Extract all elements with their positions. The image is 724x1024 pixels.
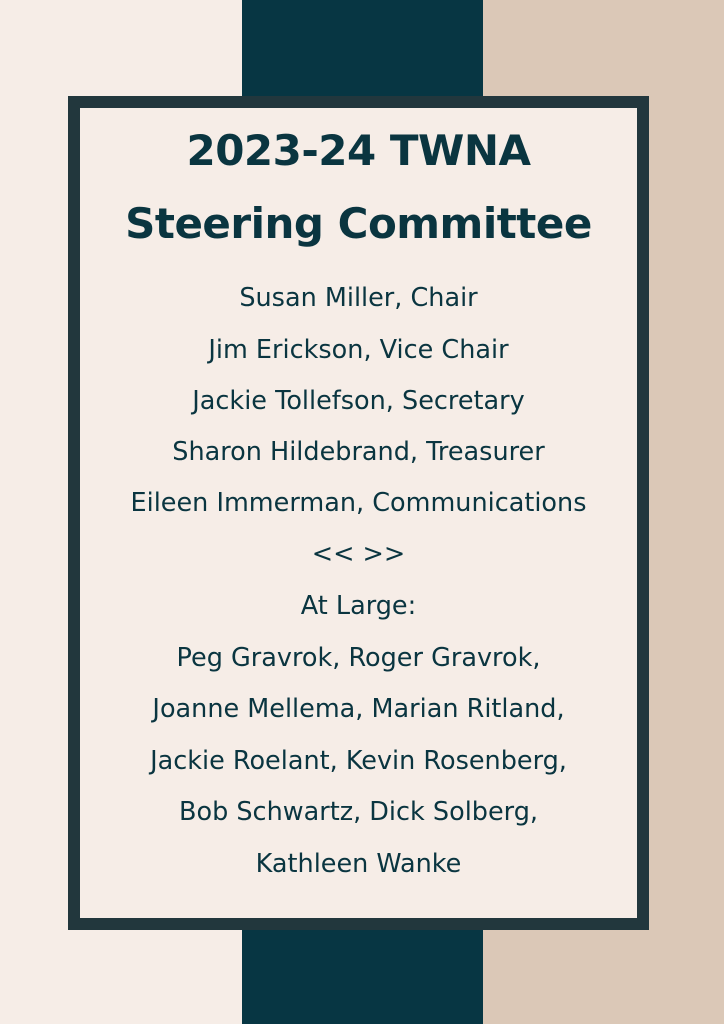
officer-secretary: Jackie Tollefson, Secretary: [192, 386, 525, 416]
at-large-heading: At Large:: [300, 591, 417, 621]
at-large-names-line: Jackie Roelant, Kevin Rosenberg,: [150, 746, 567, 776]
section-divider: << >>: [311, 539, 406, 569]
at-large-names-line: Kathleen Wanke: [255, 849, 462, 879]
committee-card: [68, 96, 649, 930]
officer-chair: Susan Miller, Chair: [239, 283, 478, 313]
at-large-names-line: Joanne Mellema, Marian Ritland,: [152, 694, 565, 724]
title-line-2: Steering Committee: [125, 199, 592, 248]
officer-treasurer: Sharon Hildebrand, Treasurer: [172, 437, 545, 467]
title-line-1: 2023-24 TWNA: [186, 126, 531, 175]
at-large-names-line: Bob Schwartz, Dick Solberg,: [178, 797, 538, 827]
officer-vice-chair: Jim Erickson, Vice Chair: [208, 335, 509, 365]
at-large-names-line: Peg Gravrok, Roger Gravrok,: [176, 643, 541, 673]
officer-communications: Eileen Immerman, Communications: [130, 488, 587, 518]
